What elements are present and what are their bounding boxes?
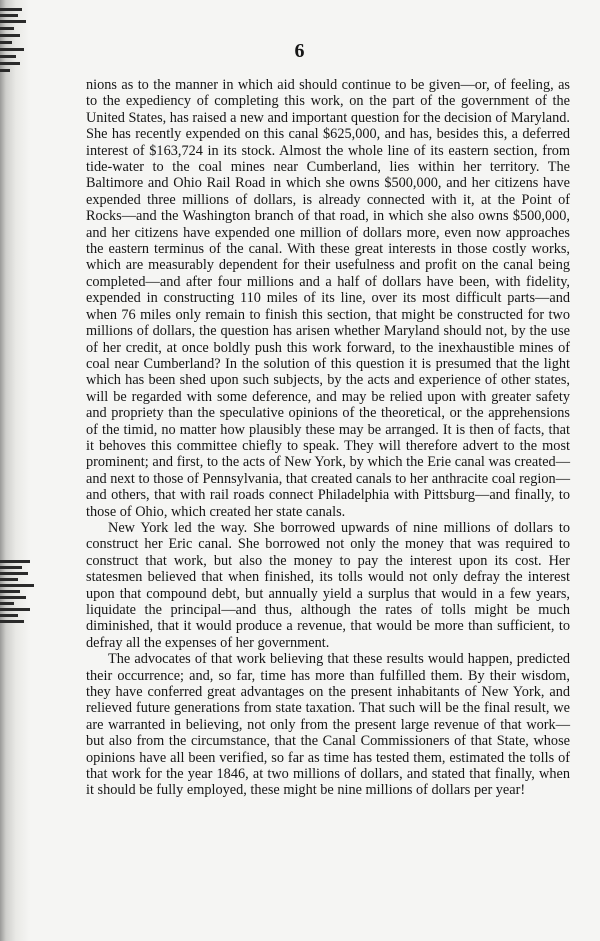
binding-scan-mark bbox=[0, 34, 20, 37]
paragraph-1: nions as to the manner in which aid should continue to be given—or, of feeling, as to the expediency of completing this work, on the part of the government of the United States, has raised a new and important question for the decision of Maryland. She has recently expended on this canal $625,000, and has, besides this, a deferred interest of $163,724 in its stock. Almost the whole line of its eastern section, from tide-water to the coal mines near Cumberland, lies within her territory. The Baltimore and Ohio Rail Road in which she owns $500,000, and her citizens have expended three millions of dollars, is already connected with it, at the Point of Rocks—and the Washington branch of that road, in which she also owns $500,000, and her citizens have expended one million of dollars more, even now approaches the eastern terminus of the canal. With these great interests in those costly works, which are measurably dependent for their usefulness and profit on the canal being completed—and after four millions and a half of dollars have been, with fidelity, expended in constructing 110 miles of its line, over its most difficult parts—and when 76 miles only remain to finish this section, that might be constructed for two millions of dollars, the question has arisen whether Maryland should not, by the use of her credit, at once boldly push this work forward, to the inexhaustible mines of coal near Cumberland? In the solution of this question it is presumed that the light which has been shed upon such subjects, by the acts and experience of other states, will be regarded with some deference, and may be relied upon with greater safety and propriety than the speculative opinions of the theoretical, or the apprehensions of the timid, no matter how plausibly these may be arranged. It is then of facts, that it behoves this committee chiefly to speak. They will therefore advert to the most prominent; and first, to the acts of New York, by which the Erie canal was created—and next to those of Pennsylvania, that created canals to her anthracite coal region—and others, that with rail roads connect Philadelphia with Pittsburg—and finally, to those of Ohio, which created her state canals. bbox=[86, 77, 570, 520]
binding-scan-mark bbox=[0, 69, 10, 72]
binding-scan-mark bbox=[0, 8, 22, 11]
binding-scan-mark bbox=[0, 596, 26, 599]
page-number: 6 bbox=[294, 40, 306, 62]
binding-scan-mark bbox=[0, 572, 28, 575]
binding-scan-mark bbox=[0, 608, 30, 611]
binding-scan-mark bbox=[0, 620, 24, 623]
binding-scan-mark bbox=[0, 602, 14, 605]
binding-scan-mark bbox=[0, 566, 22, 569]
binding-scan-mark bbox=[0, 614, 18, 617]
binding-scan-mark bbox=[0, 584, 34, 587]
binding-scan-mark bbox=[0, 560, 30, 563]
paragraph-3: The advocates of that work believing that these results would happen, predicted their occurrence; and, so far, time has more than fulfilled them. By their wisdom, they have conferred great advantages on the present inhabitants of New York, and relieved future generations from state taxation. That such will be the final result, we are warranted in believing, not only from the present large revenue of that work—but also from the circumstance, that the Canal Commissioners of that State, whose opinions have all been verified, so far as time has tested them, estimated the tolls of that work for the year 1846, at two millions of dollars, and stated that finally, when it should be fully employed, these might be nine millions of dollars per year! bbox=[86, 651, 570, 799]
body-text bbox=[86, 77, 570, 799]
binding-edge bbox=[0, 0, 30, 941]
binding-scan-mark bbox=[0, 27, 14, 30]
binding-scan-mark bbox=[0, 20, 26, 23]
paragraph-2: New York led the way. She borrowed upwards of nine millions of dollars to construct her Eric canal. She borrowed not only the money that was required to construct that work, but also the money to pay the interest upon its cost. Her statesmen believed that when finished, its tolls would not only defray the interest upon that compound debt, but annually yield a surplus that would in a few years, liquidate the principal—and thus, although the rates of tolls might be much diminished, that it would produce a revenue, that would be more than sufficient, to defray all the expenses of her government. bbox=[86, 519, 570, 651]
binding-scan-mark bbox=[0, 590, 20, 593]
binding-scan-mark bbox=[0, 14, 18, 17]
binding-scan-mark bbox=[0, 578, 18, 581]
